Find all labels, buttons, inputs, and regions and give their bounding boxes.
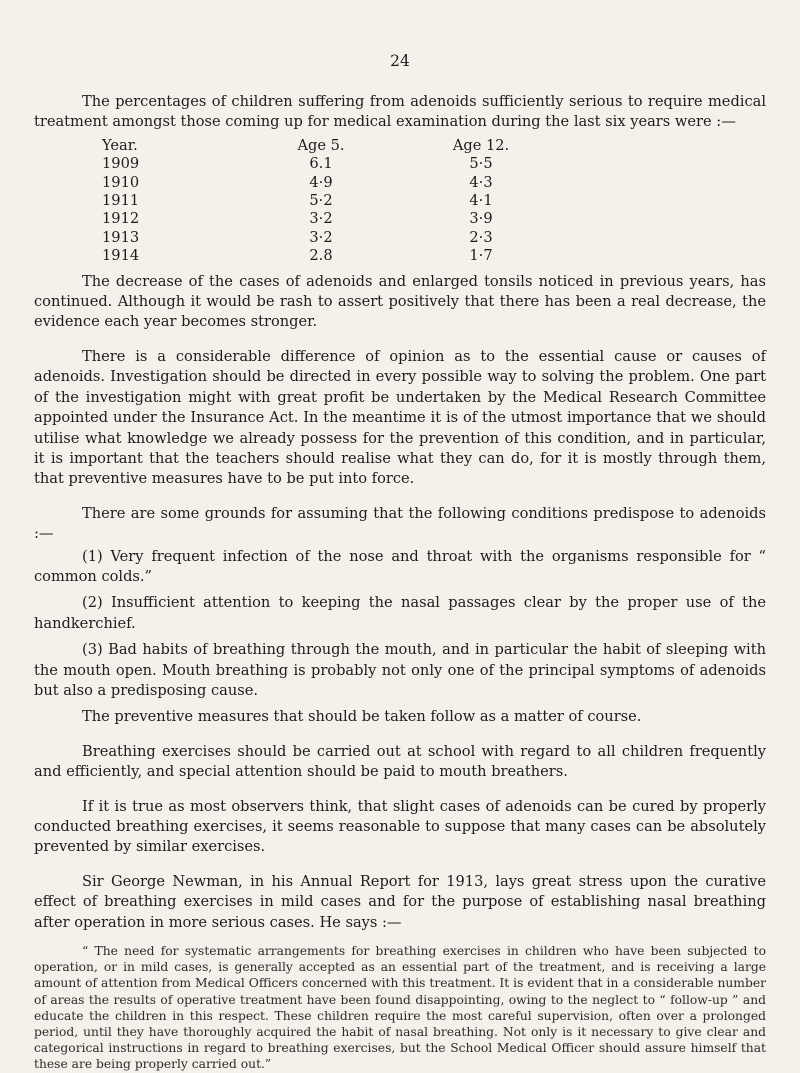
cell-age-5: 6.1 [309,155,333,173]
newman-quote: “ The need for systematic arrangements for breathing exercises in children who have been subjected to operation, or in mild cases, is generally accepted as an essential part of the treatment, and is receiving a large amount of attention from Medical Officers concerned with this treatment. It is evident that in a considerable number of areas the results of operative treatment have been found disappointing, owing to the neglect to “ follow-up ” and educate the children in this respect. These children require the most careful supervision, often over a prolonged period, until they have thoroughly acquired the habit of nasal breathing. Not only is it necessary to give clear and categorical instructions in regard to breathing exercises, but the School Medical Officer should assure himself that these are being properly carried out.” [34,944,766,1072]
table-row [102,192,546,210]
adenoids-percentage-table [102,137,546,266]
preventive-paragraph: The preventive measures that should be taken follow as a matter of course. [82,708,642,726]
table-row [102,229,546,247]
header-year: Year. [102,136,138,154]
cell-age-5: 3·2 [309,228,333,246]
list-item-3: (3) Bad habits of breathing through the mouth, and in particular the habit of sleeping with the mouth open. Mouth breathing is probably not only one of the principal symptoms of adenoids but also a predisposing cause. [34,641,766,699]
table-row [102,174,546,192]
breathing-paragraph: Breathing exercises should be carried out at school with regard to all children frequently and efficiently, and special attention should be paid to mouth breathers. [34,742,766,781]
table-row [102,210,546,228]
cell-year: 1910 [102,173,140,191]
cell-age-12: 5·5 [469,155,493,173]
cell-year: 1911 [102,192,140,210]
table-row [102,155,546,173]
page-number: 24 [390,52,410,70]
cell-age-5: 2.8 [309,247,333,265]
cell-year: 1912 [102,210,140,228]
table-row [102,247,546,265]
list-item-1: (1) Very frequent infection of the nose and throat with the organisms responsible for “ common colds.” [34,547,766,585]
cell-year: 1913 [102,228,140,246]
intro-paragraph: The percentages of children suffering from adenoids sufficiently serious to require medical treatment amongst those coming up for medical examination during the last six years were :— [34,93,766,131]
cell-age-12: 4·3 [469,173,493,191]
cell-age-5: 3·2 [309,210,333,228]
cell-year: 1914 [102,247,140,265]
cell-year: 1909 [102,155,140,173]
cell-age-12: 1·7 [469,247,493,265]
cell-age-5: 5·2 [309,192,333,210]
header-age-5: Age 5. [297,136,345,154]
cell-age-5: 4·9 [309,173,333,191]
grounds-paragraph: There are some grounds for assuming that the following conditions predispose to adenoids :— [34,504,766,543]
cell-age-12: 4·1 [469,192,493,210]
decrease-paragraph: The decrease of the cases of adenoids and enlarged tonsils noticed in previous years, has continued. Although it would be rash to assert positively that there has been a real decrease, the evidence each year becomes stronger. [34,272,766,331]
cell-age-12: 3·9 [469,210,493,228]
cell-age-12: 2·3 [469,228,493,246]
list-item-2: (2) Insufficient attention to keeping the nasal passages clear by the proper use of the handkerchief. [34,594,766,632]
difference-paragraph: There is a considerable difference of opinion as to the essential cause or causes of adenoids. Investigation should be directed in every possible way to solving the problem. One part of the investigation might with great profit be undertaken by the Medical Research Committee appointed under the Insurance Act. In the meantime it is of the utmost importance that we should utilise what knowledge we already possess for the prevention of this condition, and in particular, it is important that the teachers should realise what they can do, for it is mostly through them, that preventive measures have to be put into force. [34,347,766,488]
newman-paragraph: Sir George Newman, in his Annual Report for 1913, lays great stress upon the curative effect of breathing exercises in mild cases and for the purpose of establishing nasal breathing after operation in more serious cases. He says :— [34,872,766,931]
table-header-row [102,137,546,155]
header-age-12: Age 12. [452,136,510,154]
observers-paragraph: If it is true as most observers think, that slight cases of adenoids can be cured by properly conducted breathing exercises, it seems reasonable to suppose that many cases can be absolutely prevented by similar exercises. [34,797,766,856]
body-text [34,92,766,1073]
